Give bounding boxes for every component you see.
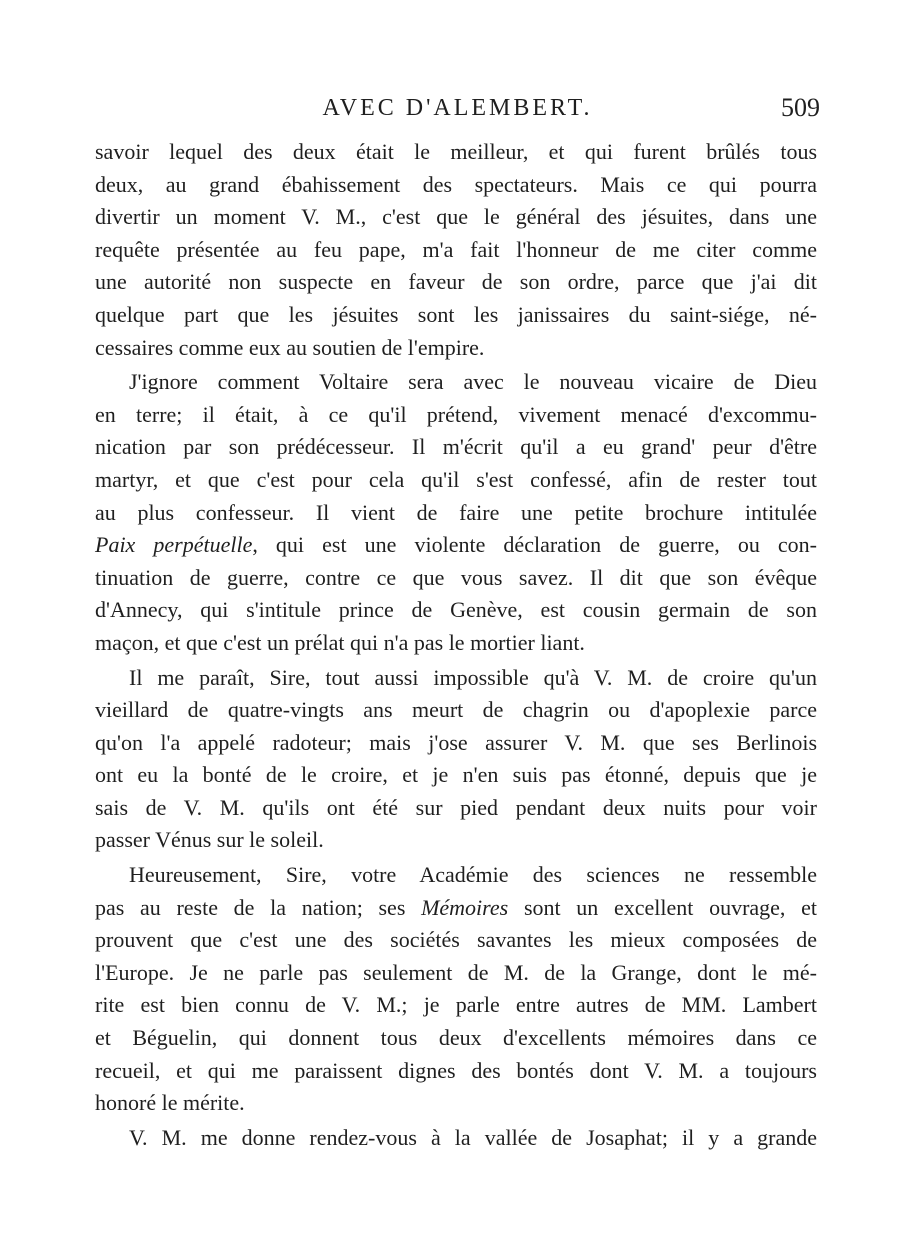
text-line: en terre; il était, à ce qu'il prétend, vivement menacé d'excommu- [95, 401, 817, 427]
text-fragment: sont un excellent ouvrage, et [508, 894, 817, 920]
text-line: prouvent que c'est une des sociétés savantes les mieux composées de [95, 927, 817, 953]
text-line: ont eu la bonté de le croire, et je n'en suis pas étonné, depuis que je [95, 762, 817, 788]
page-number: 509 [781, 93, 820, 122]
body-text [95, 136, 817, 1154]
text-line: requête présentée au feu pape, m'a fait l'honneur de me citer comme [95, 236, 817, 262]
text-line: rite est bien connu de V. M.; je parle entre autres de MM. Lambert [95, 992, 817, 1018]
text-line: divertir un moment V. M., c'est que le général des jésuites, dans une [95, 204, 817, 230]
text-line: nication par son prédécesseur. Il m'écrit qu'il a eu grand' peur d'être [95, 434, 817, 460]
text-line: l'Europe. Je ne parle pas seulement de M. de la Grange, dont le mé- [95, 959, 817, 985]
italic-title: Mémoires [421, 894, 509, 920]
text-line: d'Annecy, qui s'intitule prince de Genève, est cousin germain de son [95, 597, 817, 623]
text-line-mixed [95, 892, 817, 925]
text-line: deux, au grand ébahissement des spectateurs. Mais ce qui pourra [95, 171, 817, 197]
text-line: V. M. me donne rendez-vous à la vallée de Josaphat; il y a grande [129, 1124, 817, 1150]
text-line: qu'on l'a appelé radoteur; mais j'ose assurer V. M. que ses Berlinois [95, 729, 817, 755]
running-head [95, 90, 820, 126]
text-line: martyr, et que c'est pour cela qu'il s'est confessé, afin de rester tout [95, 466, 817, 492]
text-line: vieillard de quatre-vingts ans meurt de chagrin ou d'apoplexie parce [95, 697, 817, 723]
text-line: savoir lequel des deux était le meilleur, et qui furent brûlés tous [95, 139, 817, 164]
text-line: et Béguelin, qui donnent tous deux d'excellents mémoires dans ce [95, 1025, 817, 1051]
text-line: Il me paraît, Sire, tout aussi impossible qu'à V. M. de croire qu'un [129, 664, 817, 690]
text-line: J'ignore comment Voltaire sera avec le nouveau vicaire de Dieu [129, 369, 817, 395]
text-line-mixed [95, 529, 817, 562]
text-line: Heureusement, Sire, votre Académie des sciences ne ressemble [129, 862, 817, 888]
text-line: tinuation de guerre, contre ce que vous savez. Il dit que son évêque [95, 564, 817, 590]
text-line: sais de V. M. qu'ils ont été sur pied pendant deux nuits pour voir [95, 794, 817, 820]
text-line: passer Vénus sur le soleil. [95, 827, 324, 853]
text-line: au plus confesseur. Il vient de faire une petite brochure intitulée [95, 499, 817, 525]
text-fragment: , qui est une violente déclaration de guerre, ou con- [252, 532, 817, 558]
text-line: quelque part que les jésuites sont les janissaires du saint-siége, né- [95, 301, 817, 327]
text-line: une autorité non suspecte en faveur de son ordre, parce que j'ai dit [95, 269, 817, 295]
text-line: cessaires comme eux au soutien de l'empire. [95, 334, 485, 360]
text-line: maçon, et que c'est un prélat qui n'a pas le mortier liant. [95, 629, 585, 655]
text-line: recueil, et qui me paraissent dignes des bontés dont V. M. a toujours [95, 1057, 817, 1083]
text-fragment: pas au reste de la nation; ses [95, 894, 422, 920]
italic-title: Paix perpétuelle [95, 532, 253, 558]
running-title: AVEC D'ALEMBERT. [322, 95, 593, 121]
text-line: honoré le mérite. [95, 1090, 245, 1116]
